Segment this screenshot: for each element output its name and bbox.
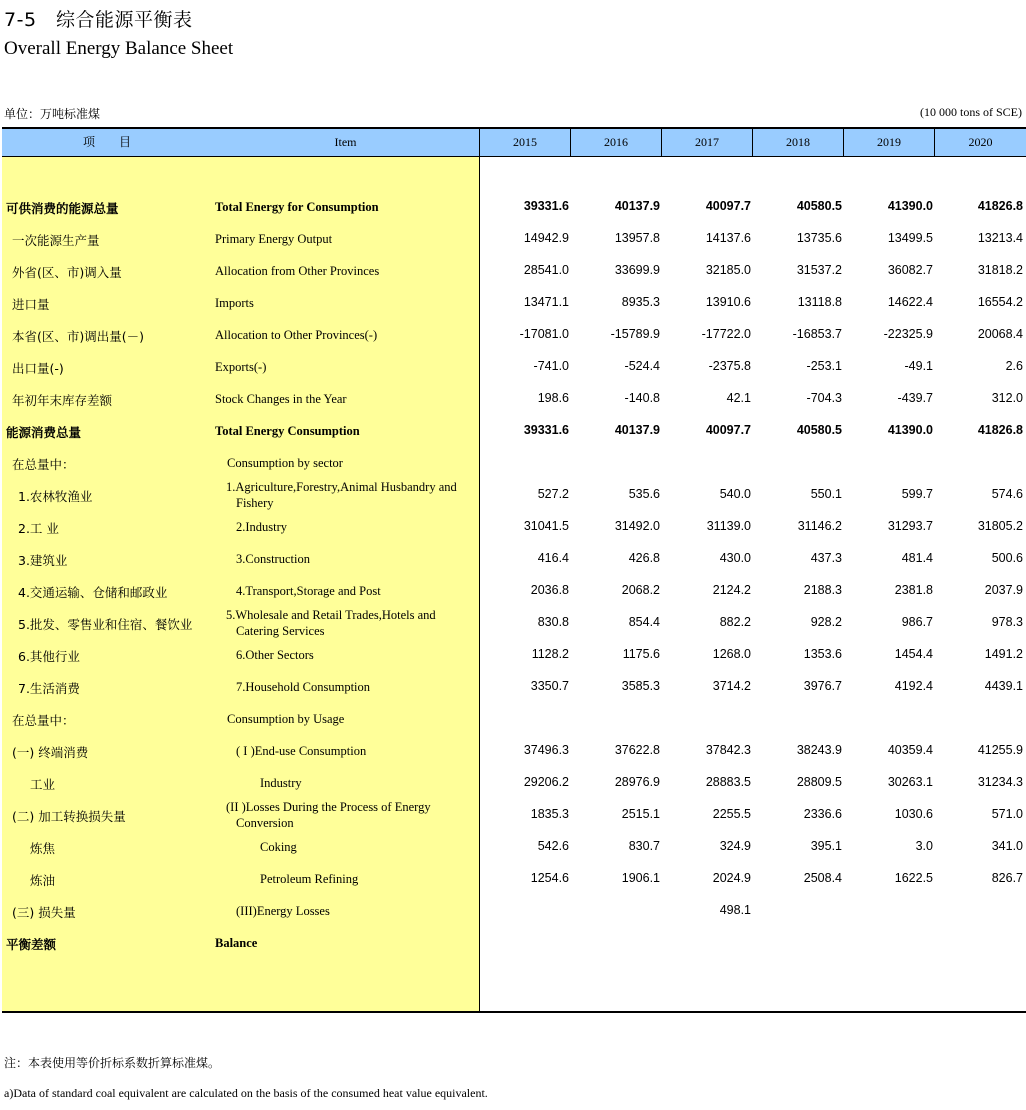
cell-value: 28809.5 xyxy=(796,775,842,789)
row-label-zh: (一) 终端消费 xyxy=(12,745,89,760)
row-label-zh: (三) 损失量 xyxy=(12,905,76,920)
table-row xyxy=(2,325,1026,345)
cell-value: 1835.3 xyxy=(530,807,569,821)
row-label-en: Allocation to Other Provinces(-) xyxy=(215,328,378,342)
cell-value: -17081.0 xyxy=(519,327,569,341)
cell-value: 30263.1 xyxy=(887,775,933,789)
cell-value: 40137.9 xyxy=(614,199,660,213)
cell-value: 13213.4 xyxy=(977,231,1023,245)
row-label-zh: (二) 加工转换损失量 xyxy=(12,809,126,824)
table-row xyxy=(2,517,1026,537)
row-label-en: Stock Changes in the Year xyxy=(215,392,347,406)
cell-value: 2068.2 xyxy=(621,583,660,597)
cell-value: 41826.8 xyxy=(977,199,1023,213)
cell-value: 426.8 xyxy=(628,551,660,565)
header-year: 2018 xyxy=(752,129,843,156)
cell-value: 2381.8 xyxy=(894,583,933,597)
row-label-zh: 3.建筑业 xyxy=(18,553,68,568)
cell-value: 13499.5 xyxy=(887,231,933,245)
page-title-zh: 7-5 综合能源平衡表 xyxy=(4,9,193,31)
cell-value: 540.0 xyxy=(719,487,751,501)
cell-value: 574.6 xyxy=(991,487,1023,501)
table-row xyxy=(2,709,1026,729)
cell-value: 1268.0 xyxy=(712,647,751,661)
cell-value: 3350.7 xyxy=(530,679,569,693)
cell-value: 40137.9 xyxy=(614,423,660,437)
cell-value: 28541.0 xyxy=(523,263,569,277)
row-label-en: 4.Transport,Storage and Post xyxy=(236,584,381,598)
cell-value: 31492.0 xyxy=(614,519,660,533)
row-label-zh: 6.其他行业 xyxy=(18,649,80,664)
row-label-zh: 出口量(-) xyxy=(12,361,64,376)
header-item-en: Item xyxy=(334,135,357,149)
cell-value: 542.6 xyxy=(537,839,569,853)
cell-value: -140.8 xyxy=(624,391,660,405)
row-label-zh: 7.生活消费 xyxy=(18,681,80,696)
cell-value: 14137.6 xyxy=(705,231,751,245)
cell-value: 31234.3 xyxy=(977,775,1023,789)
cell-value: 40359.4 xyxy=(887,743,933,757)
table-row xyxy=(2,261,1026,281)
cell-value: 31293.7 xyxy=(887,519,933,533)
row-label-zh: 能源消费总量 xyxy=(6,425,82,440)
table-row xyxy=(2,389,1026,409)
cell-value: 14622.4 xyxy=(887,295,933,309)
cell-value: 3714.2 xyxy=(712,679,751,693)
cell-value: 32185.0 xyxy=(705,263,751,277)
cell-value: 854.4 xyxy=(628,615,660,629)
cell-value: 2336.6 xyxy=(803,807,842,821)
cell-value: 13471.1 xyxy=(523,295,569,309)
table-row xyxy=(2,581,1026,601)
cell-value: 4192.4 xyxy=(894,679,933,693)
table-header xyxy=(2,129,1026,157)
cell-value: 39331.6 xyxy=(523,423,569,437)
cell-value: 37842.3 xyxy=(705,743,751,757)
table-row xyxy=(2,773,1026,793)
cell-value: 395.1 xyxy=(810,839,842,853)
cell-value: 31818.2 xyxy=(977,263,1023,277)
cell-value: 33699.9 xyxy=(614,263,660,277)
table-row xyxy=(2,901,1026,921)
header-item-zh: 项 目 xyxy=(82,135,131,149)
row-label-zh: 2.工 业 xyxy=(18,521,59,536)
cell-value: -741.0 xyxy=(533,359,569,373)
cell-value: -253.1 xyxy=(806,359,842,373)
cell-value: 2.6 xyxy=(1005,359,1023,373)
cell-value: 31805.2 xyxy=(977,519,1023,533)
table-row xyxy=(2,645,1026,665)
row-label-en: Petroleum Refining xyxy=(260,872,359,886)
cell-value: 3585.3 xyxy=(621,679,660,693)
cell-value: 31139.0 xyxy=(706,519,751,533)
cell-value: 31041.5 xyxy=(523,519,569,533)
cell-value: 312.0 xyxy=(991,391,1023,405)
cell-value: -16853.7 xyxy=(792,327,842,341)
cell-value: 1454.4 xyxy=(894,647,933,661)
header-year: 2019 xyxy=(843,129,934,156)
cell-value: 2188.3 xyxy=(803,583,842,597)
row-label-zh: 本省(区、市)调出量(－) xyxy=(12,329,145,344)
row-label-en: Total Energy for Consumption xyxy=(215,200,379,214)
table-row xyxy=(2,837,1026,857)
cell-value: 41826.8 xyxy=(977,423,1023,437)
header-year: 2015 xyxy=(479,129,570,156)
cell-value: 341.0 xyxy=(991,839,1023,853)
table-row xyxy=(2,677,1026,697)
cell-value: 1030.6 xyxy=(894,807,933,821)
cell-value: -2375.8 xyxy=(708,359,751,373)
row-label-zh: 4.交通运输、仓储和邮政业 xyxy=(18,585,168,600)
row-label-zh: 5.批发、零售业和住宿、餐饮业 xyxy=(18,617,193,632)
row-label-zh: 平衡差额 xyxy=(6,937,57,952)
row-label-zh: 1.农林牧渔业 xyxy=(18,489,93,504)
row-label-zh: 外省(区、市)调入量 xyxy=(12,265,122,280)
cell-value: 928.2 xyxy=(810,615,842,629)
cell-value: 527.2 xyxy=(537,487,569,501)
cell-value: 13910.6 xyxy=(705,295,751,309)
table-row xyxy=(2,741,1026,761)
cell-value: 13118.8 xyxy=(797,295,842,309)
cell-value: 13735.6 xyxy=(796,231,842,245)
cell-value: 481.4 xyxy=(901,551,933,565)
cell-value: 1128.2 xyxy=(531,647,569,661)
cell-value: 40580.5 xyxy=(796,423,842,437)
cell-value: 41390.0 xyxy=(887,423,933,437)
cell-value: 29206.2 xyxy=(523,775,569,789)
row-label-en: ( I )End-use Consumption xyxy=(236,744,367,758)
table-row xyxy=(2,549,1026,569)
cell-value: 36082.7 xyxy=(887,263,933,277)
row-label-en: (II )Losses During the Process of Energy Conversion xyxy=(226,800,431,830)
row-label-en: Coking xyxy=(260,840,297,854)
footnote-en: a)Data of standard coal equivalent are calculated on the basis of the consumed heat value equivalent. xyxy=(4,1086,488,1100)
row-label-zh: 一次能源生产量 xyxy=(12,233,100,248)
table-row xyxy=(2,608,1026,638)
row-label-en: Primary Energy Output xyxy=(215,232,333,246)
header-year: 2017 xyxy=(661,129,752,156)
header-year: 2016 xyxy=(570,129,661,156)
cell-value: -524.4 xyxy=(624,359,660,373)
footnote-zh: 注：本表使用等价折标系数折算标准煤。 xyxy=(4,1056,221,1070)
cell-value: -22325.9 xyxy=(883,327,933,341)
cell-value: 535.6 xyxy=(628,487,660,501)
cell-value: 978.3 xyxy=(991,615,1023,629)
row-label-en: Consumption by Usage xyxy=(227,712,345,726)
cell-value: 41255.9 xyxy=(977,743,1023,757)
cell-value: 550.1 xyxy=(810,487,842,501)
table-row xyxy=(2,197,1026,217)
cell-value: 40097.7 xyxy=(705,199,751,213)
row-label-zh: 在总量中： xyxy=(12,457,75,472)
cell-value: 198.6 xyxy=(537,391,569,405)
cell-value: 2036.8 xyxy=(530,583,569,597)
page-title-en: Overall Energy Balance Sheet xyxy=(4,38,234,59)
cell-value: 31537.2 xyxy=(796,263,842,277)
table-row xyxy=(2,480,1026,510)
cell-value: 31146.2 xyxy=(797,519,842,533)
cell-value: 42.1 xyxy=(726,391,751,405)
cell-value: 1622.5 xyxy=(894,871,933,885)
table-row xyxy=(2,421,1026,441)
table-row xyxy=(2,357,1026,377)
table-row xyxy=(2,229,1026,249)
cell-value: 1491.2 xyxy=(984,647,1023,661)
cell-value: 1906.1 xyxy=(621,871,660,885)
cell-value: 14942.9 xyxy=(523,231,569,245)
cell-value: 3.0 xyxy=(915,839,933,853)
cell-value: 2124.2 xyxy=(712,583,751,597)
cell-value: 2024.9 xyxy=(712,871,751,885)
cell-value: 826.7 xyxy=(991,871,1023,885)
unit-label-en: (10 000 tons of SCE) xyxy=(920,105,1022,119)
cell-value: 416.4 xyxy=(537,551,569,565)
cell-value: 437.3 xyxy=(810,551,842,565)
row-label-zh: 可供消费的能源总量 xyxy=(6,201,119,216)
cell-value: 16554.2 xyxy=(977,295,1023,309)
cell-value: 40580.5 xyxy=(796,199,842,213)
cell-value: 500.6 xyxy=(991,551,1023,565)
cell-value: 2508.4 xyxy=(803,871,842,885)
row-label-en: 2.Industry xyxy=(236,520,288,534)
row-label-en: Imports xyxy=(215,296,254,310)
cell-value: 1254.6 xyxy=(530,871,569,885)
cell-value: -439.7 xyxy=(897,391,933,405)
cell-value: 571.0 xyxy=(991,807,1023,821)
row-label-zh: 炼油 xyxy=(30,873,56,888)
cell-value: 20068.4 xyxy=(977,327,1023,341)
cell-value: 39331.6 xyxy=(523,199,569,213)
cell-value: 8935.3 xyxy=(621,295,660,309)
cell-value: 986.7 xyxy=(901,615,933,629)
cell-value: 38243.9 xyxy=(796,743,842,757)
energy-balance-table xyxy=(2,127,1026,1013)
cell-value: 498.1 xyxy=(719,903,751,917)
table-row xyxy=(2,933,1026,953)
cell-value: 37622.8 xyxy=(614,743,660,757)
row-label-zh: 进口量 xyxy=(12,297,50,312)
row-label-en: Exports(-) xyxy=(215,360,267,374)
cell-value: -17722.0 xyxy=(701,327,751,341)
cell-value: 324.9 xyxy=(719,839,751,853)
row-label-zh: 炼焦 xyxy=(30,841,56,856)
row-label-zh: 工业 xyxy=(30,777,56,792)
table-row xyxy=(2,869,1026,889)
cell-value: 4439.1 xyxy=(984,679,1023,693)
row-label-en: 7.Household Consumption xyxy=(236,680,371,694)
cell-value: 2515.1 xyxy=(621,807,660,821)
unit-label-zh: 单位：万吨标准煤 xyxy=(4,107,101,121)
cell-value: 13957.8 xyxy=(614,231,660,245)
row-label-zh: 在总量中： xyxy=(12,713,75,728)
cell-value: 430.0 xyxy=(719,551,751,565)
row-label-en: Total Energy Consumption xyxy=(215,424,360,438)
row-label-en: 6.Other Sectors xyxy=(236,648,314,662)
row-label-en: Consumption by sector xyxy=(227,456,343,470)
header-year: 2020 xyxy=(934,129,1026,156)
cell-value: 28883.5 xyxy=(705,775,751,789)
cell-value: 3976.7 xyxy=(803,679,842,693)
cell-value: 830.7 xyxy=(628,839,660,853)
row-label-en: Industry xyxy=(260,776,302,790)
cell-value: 28976.9 xyxy=(614,775,660,789)
cell-value: 599.7 xyxy=(901,487,933,501)
cell-value: -704.3 xyxy=(806,391,842,405)
cell-value: 40097.7 xyxy=(705,423,751,437)
cell-value: 1175.6 xyxy=(622,647,660,661)
cell-value: 2037.9 xyxy=(984,583,1023,597)
row-label-en: Allocation from Other Provinces xyxy=(215,264,380,278)
cell-value: 37496.3 xyxy=(523,743,569,757)
row-label-en: 5.Wholesale and Retail Trades,Hotels and Catering Services xyxy=(226,608,436,638)
row-label-en: (III)Energy Losses xyxy=(236,904,330,918)
cell-value: 830.8 xyxy=(537,615,569,629)
cell-value: 2255.5 xyxy=(712,807,751,821)
row-label-en: 1.Agriculture,Forestry,Animal Husbandry and Fishery xyxy=(226,480,457,510)
cell-value: 41390.0 xyxy=(887,199,933,213)
row-label-en: 3.Construction xyxy=(236,552,310,566)
table-row xyxy=(2,800,1026,830)
row-label-zh: 年初年末库存差额 xyxy=(12,393,113,408)
row-label-en: Balance xyxy=(215,936,258,950)
cell-value: -15789.9 xyxy=(610,327,660,341)
cell-value: 882.2 xyxy=(719,615,751,629)
table-row xyxy=(2,453,1026,473)
table-row xyxy=(2,293,1026,313)
cell-value: -49.1 xyxy=(904,359,933,373)
cell-value: 1353.6 xyxy=(803,647,842,661)
